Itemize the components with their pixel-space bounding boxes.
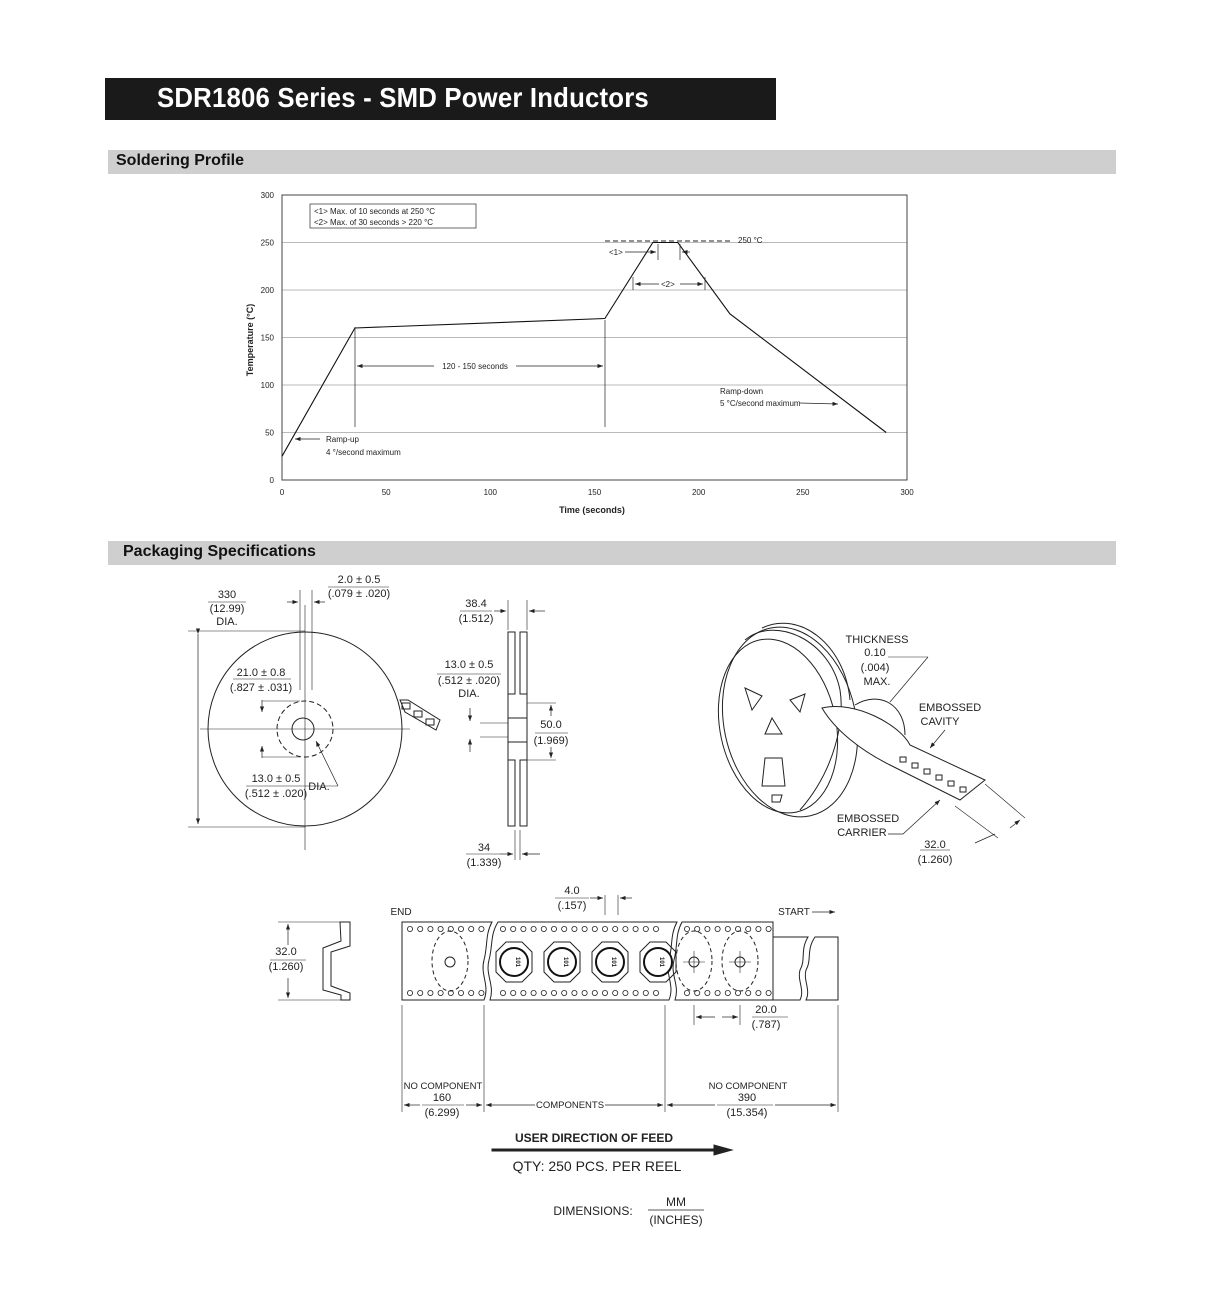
sprocket-hole	[653, 990, 658, 995]
sprocket-hole	[643, 926, 648, 931]
leader-in: (6.299)	[424, 1107, 460, 1119]
y-axis-label: Temperature (°C)	[245, 303, 255, 377]
tape-component	[544, 942, 580, 982]
dims-label: DIMENSIONS:	[553, 1204, 633, 1218]
leader-label: NO COMPONENT	[403, 1081, 483, 1092]
sprocket-hole	[695, 990, 700, 995]
side-inner-mm: 34	[477, 842, 491, 854]
sprocket-hole	[653, 926, 658, 931]
x-tick-label: 200	[691, 488, 706, 497]
tape-start-label: START	[778, 907, 810, 918]
sprocket-hole	[407, 990, 412, 995]
tape-component	[592, 942, 628, 982]
rampdown-label-1: Ramp-down	[720, 387, 764, 396]
side-width-mm: 38.4	[465, 598, 487, 610]
sprocket-hole	[458, 990, 463, 995]
x-tick-label: 50	[381, 488, 391, 497]
sprocket-hole	[418, 926, 423, 931]
qty-label: QTY: 250 PCS. PER REEL	[512, 1158, 682, 1174]
trailer-mm: 390	[737, 1092, 757, 1104]
reel-dia-word: DIA.	[216, 616, 238, 628]
sprocket-hole	[633, 926, 638, 931]
legend-line-1: <1> Max. of 10 seconds at 250 °C	[314, 207, 436, 216]
y-tick-label: 200	[260, 286, 274, 295]
rampdown-label-2: 5 °C/second maximum	[720, 399, 801, 408]
sprocket-hole	[766, 990, 771, 995]
sprocket-hole	[643, 990, 648, 995]
sprocket-hole	[582, 990, 587, 995]
carrier-label-1: EMBOSSED	[836, 813, 900, 825]
sprocket-hole	[521, 990, 526, 995]
slot-in: (.079 ± .020)	[327, 588, 391, 600]
y-tick-label: 150	[260, 333, 274, 343]
sprocket-hole	[418, 990, 423, 995]
sprocket-hole	[705, 926, 710, 931]
side-inner-in: (1.339)	[466, 857, 502, 869]
sprocket-hole	[613, 990, 618, 995]
sprocket-hole	[592, 990, 597, 995]
sprocket-hole	[592, 926, 597, 931]
arbor-in: (.512 ± .020)	[244, 788, 308, 800]
arbor-word: DIA.	[308, 781, 330, 793]
thickness-in: (.004)	[860, 662, 890, 674]
sprocket-hole	[746, 990, 751, 995]
page-title: SDR1806 Series - SMD Power Inductors	[157, 82, 649, 113]
sprocket-hole	[500, 926, 505, 931]
reel3d-width-in: (1.260)	[917, 854, 953, 866]
sprocket-hole	[479, 926, 484, 931]
sprocket-hole	[438, 990, 443, 995]
sprocket-hole	[735, 990, 740, 995]
dims-mm-label: MM	[666, 1195, 686, 1209]
sprocket-hole	[572, 926, 577, 931]
x-tick-label: 250	[796, 488, 810, 497]
m2-label: <2>	[661, 280, 675, 289]
dims-in-label: (INCHES)	[649, 1213, 703, 1227]
tape-end-label: END	[390, 907, 412, 918]
y-tick-label: 50	[265, 428, 274, 438]
hub-in: (.827 ± .031)	[229, 682, 293, 694]
hole-pitch-mm: 4.0	[564, 885, 580, 897]
x-tick-label: 0	[279, 488, 285, 497]
carrier-label-2: CARRIER	[837, 827, 887, 839]
x-tick-label: 150	[587, 488, 602, 497]
reel-dia-in: (12.99)	[209, 603, 245, 615]
leader-mm: 160	[432, 1092, 452, 1104]
sprocket-hole	[469, 926, 474, 931]
sprocket-hole	[725, 990, 730, 995]
trailer-in: (15.354)	[726, 1107, 768, 1119]
sprocket-hole	[407, 926, 412, 931]
sprocket-hole	[715, 990, 720, 995]
side-hub-mm: 50.0	[540, 719, 562, 731]
sprocket-hole	[684, 926, 689, 931]
x-tick-label: 100	[483, 488, 498, 497]
comp-pitch-mm: 20.0	[755, 1004, 777, 1016]
sprocket-hole	[613, 926, 618, 931]
cavity-label-1: EMBOSSED	[918, 702, 982, 714]
sprocket-hole	[551, 990, 556, 995]
y-tick-label: 300	[260, 191, 274, 200]
thickness-max: MAX.	[863, 676, 891, 688]
bore-word: DIA.	[458, 688, 480, 700]
rampup-label-2: 4 °/second maximum	[326, 448, 401, 457]
sprocket-hole	[623, 926, 628, 931]
hub-mm: 21.0 ± 0.8	[236, 667, 286, 679]
component-marking: 101	[514, 956, 520, 968]
feed-direction-label: USER DIRECTION OF FEED	[514, 1131, 674, 1145]
sprocket-hole	[602, 990, 607, 995]
sprocket-hole	[715, 926, 720, 931]
sprocket-hole	[572, 990, 577, 995]
bore-in: (.512 ± .020)	[437, 675, 501, 687]
section-title-packaging: Packaging Specifications	[123, 543, 316, 560]
rampup-label-1: Ramp-up	[326, 435, 359, 444]
sprocket-hole	[746, 926, 751, 931]
sprocket-hole	[438, 926, 443, 931]
arbor-mm: 13.0 ± 0.5	[251, 773, 301, 785]
sprocket-hole	[511, 926, 516, 931]
sprocket-hole	[602, 926, 607, 931]
sprocket-hole	[469, 990, 474, 995]
comp-pitch-in: (.787)	[751, 1019, 781, 1031]
tape-width-mm: 32.0	[275, 946, 297, 958]
y-tick-label: 0	[269, 476, 274, 485]
m1-label: <1>	[609, 248, 623, 257]
sprocket-hole	[725, 926, 730, 931]
sprocket-hole	[695, 926, 700, 931]
cavity-label-2: CAVITY	[920, 716, 960, 728]
sprocket-hole	[531, 990, 536, 995]
sprocket-hole	[633, 990, 638, 995]
sprocket-hole	[458, 926, 463, 931]
sprocket-hole	[562, 990, 567, 995]
reel3d-width-mm: 32.0	[924, 839, 946, 851]
sprocket-hole	[766, 926, 771, 931]
y-tick-label: 250	[260, 238, 274, 248]
reel-dia-mm: 330	[217, 589, 237, 601]
component-marking: 101	[658, 956, 664, 968]
component-marking: 101	[562, 956, 568, 968]
x-tick-label: 300	[900, 488, 914, 497]
sprocket-hole	[705, 990, 710, 995]
components-label: COMPONENTS	[535, 1100, 605, 1111]
sprocket-hole	[428, 990, 433, 995]
peak-label: 250 °C	[738, 236, 763, 245]
sprocket-hole	[623, 990, 628, 995]
sprocket-hole	[500, 990, 505, 995]
sprocket-hole	[531, 926, 536, 931]
slot-mm: 2.0 ± 0.5	[337, 574, 381, 586]
legend-line-2: <2> Max. of 30 seconds > 220 °C	[314, 218, 434, 227]
tape-width-in: (1.260)	[268, 961, 304, 973]
sprocket-hole	[511, 990, 516, 995]
side-width-in: (1.512)	[458, 613, 494, 625]
hole-pitch-in: (.157)	[557, 900, 587, 912]
sprocket-hole	[479, 990, 484, 995]
component-marking: 101	[610, 956, 616, 968]
tape-component	[496, 942, 532, 982]
sprocket-hole	[428, 926, 433, 931]
trailer-label: NO COMPONENT	[708, 1081, 788, 1092]
sprocket-hole	[541, 990, 546, 995]
section-title-soldering: Soldering Profile	[116, 152, 245, 169]
thickness-mm: 0.10	[864, 647, 886, 659]
sprocket-hole	[551, 926, 556, 931]
sprocket-hole	[562, 926, 567, 931]
sprocket-hole	[582, 926, 587, 931]
tape-components	[496, 942, 676, 982]
sprocket-hole	[756, 990, 761, 995]
y-tick-label: 100	[260, 381, 274, 390]
sprocket-hole	[756, 926, 761, 931]
sprocket-hole	[541, 926, 546, 931]
tape-component	[640, 942, 676, 982]
sprocket-hole	[521, 926, 526, 931]
bore-mm: 13.0 ± 0.5	[444, 659, 494, 671]
side-hub-in: (1.969)	[533, 735, 569, 747]
sprocket-hole	[684, 990, 689, 995]
soak-label: 120 - 150 seconds	[442, 362, 508, 371]
x-axis-label: Time (seconds)	[559, 505, 625, 515]
thickness-label: THICKNESS	[845, 634, 909, 646]
